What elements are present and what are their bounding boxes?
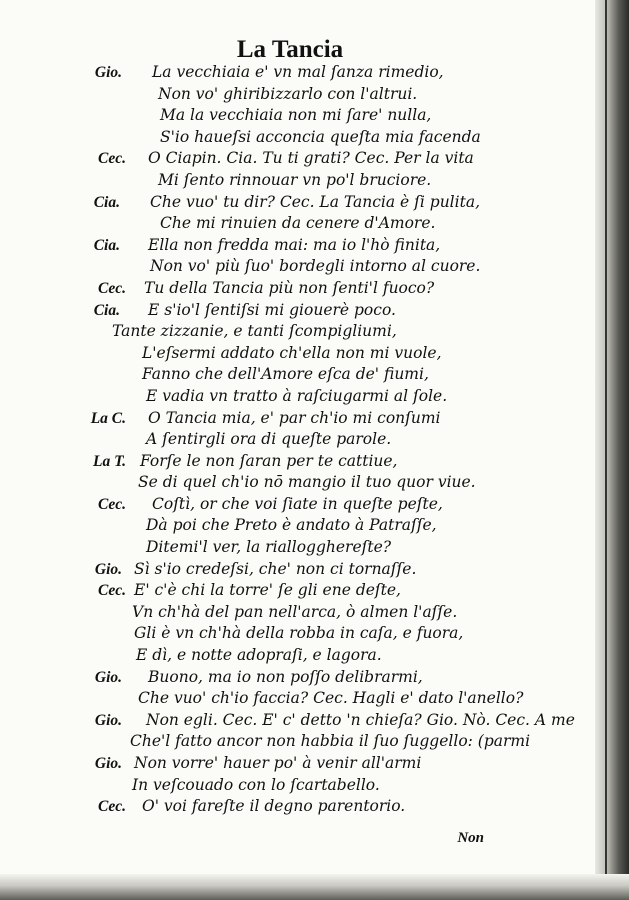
verse-text: Che mi rinuien da cenere d'Amore. (160, 214, 436, 233)
verse-text: Coſtì, or che voi ſiate in queſte peſte, (152, 494, 443, 513)
verse-line (0, 667, 600, 689)
verse-text: Fanno che dell'Amore eſca de' fiumi, (142, 365, 429, 384)
verse-line (0, 580, 600, 602)
verse-text: Tante zizzanie, e tanti ſcompigliumi, (112, 322, 397, 341)
verse-text: Se di quel ch'io nō mangio il tuo quor viue. (138, 473, 476, 492)
verse-text: S'io haueſsi acconcia queſta mia facenda (160, 127, 481, 146)
verse-text: Buono, ma io non poſſo delibrarmi, (148, 667, 423, 686)
verse-text: Non vo' più ſuo' bordegli intorno al cuore. (150, 257, 481, 276)
verse-line (0, 343, 600, 365)
speaker-label: Cia. (93, 301, 120, 319)
speaker-label: Cec. (98, 798, 126, 816)
verse-text: E vadia vn tratto à raſciugarmi al ſole. (146, 386, 448, 405)
speaker-label: Cia. (93, 236, 120, 254)
verse-line (0, 515, 600, 537)
verse-text: E' c'è chi la torre' ſe gli ene deſte, (134, 581, 401, 600)
verse-line (0, 472, 600, 494)
binding-shadow (595, 0, 629, 900)
verse-line (0, 278, 600, 300)
verse-line (0, 213, 600, 235)
verse-text: O Tancia mia, e' par ch'io mi conſumi (148, 408, 441, 427)
verse-line (0, 731, 600, 753)
verse-line (0, 753, 600, 775)
verse-text: Dà poi che Preto è andato à Patraſſe, (146, 516, 437, 535)
verse-text: Mi ſento rinnouar vn po'l bruciore. (158, 170, 432, 189)
verse-line (0, 408, 600, 430)
verse-text: Non vo' ghiribizzarlo con l'altrui. (158, 84, 418, 103)
speaker-label: Cia. (93, 193, 120, 211)
verse-line (0, 602, 600, 624)
verse-block (0, 62, 600, 818)
verse-line (0, 559, 600, 581)
verse-line (0, 364, 600, 386)
speaker-label: La C. (90, 409, 126, 427)
verse-line (0, 192, 600, 214)
verse-line (0, 148, 600, 170)
verse-text: Tu della Tancia più non ſenti'l fuoco? (144, 278, 435, 297)
verse-text: Che vuo' ch'io faccia? Cec. Hagli e' dato l'anello? (138, 689, 524, 708)
verse-line (0, 386, 600, 408)
verse-line (0, 451, 600, 473)
verse-text: Ma la vecchiaia non mi ſare' nulla, (160, 106, 432, 125)
verse-line (0, 796, 600, 818)
verse-text: Ditemi'l ver, la riallogghereſte? (146, 538, 392, 557)
verse-line (0, 537, 600, 559)
verse-text: La vecchiaia e' vn mal ſanza rimedio, (152, 63, 444, 81)
speaker-label: Cec. (98, 582, 126, 600)
speaker-label: Gio. (94, 560, 122, 578)
verse-text: Che vuo' tu dir? Cec. La Tancia è ſi pulita, (150, 192, 480, 211)
verse-text: In veſcouado con lo ſcartabello. (132, 775, 380, 794)
verse-text: L'eſsermi addato ch'ella non mi vuole, (142, 343, 442, 362)
verse-text: E dì, e notte adopraſi, e lagora. (136, 646, 382, 665)
speaker-label: Gio. (94, 755, 122, 772)
verse-text: Ella non fredda mai: ma io l'hò finita, (148, 235, 441, 254)
running-title: La Tancia (236, 36, 344, 63)
verse-line (0, 688, 600, 710)
verse-line (0, 235, 600, 257)
verse-text: E s'io'l ſentiſsi mi giouerè poco. (148, 300, 396, 319)
speaker-label: Gio. (94, 64, 122, 81)
verse-text: A ſentirgli ora di queſte parole. (146, 430, 392, 449)
verse-line (0, 300, 600, 322)
verse-line (0, 84, 600, 106)
speaker-label: Gio. (94, 711, 122, 729)
verse-line (0, 127, 600, 149)
verse-line (0, 494, 600, 516)
verse-line (0, 775, 600, 797)
speaker-label: La T. (92, 452, 126, 470)
verse-line (0, 645, 600, 667)
verse-line (0, 105, 600, 127)
page-edge-line (605, 0, 607, 900)
verse-text: Forſe le non ſaran per te cattiue, (140, 451, 398, 470)
catchword: Non (457, 830, 484, 846)
verse-line (0, 321, 600, 343)
verse-text: Che'l fatto ancor non habbia il ſuo ſuggello: (parmi (130, 732, 531, 751)
speaker-label: Cec. (98, 279, 126, 297)
speaker-label: Cec. (98, 495, 126, 513)
verse-text: Non egli. Cec. E' c' detto 'n chieſa? Gio. Nò. Cec. A me (146, 710, 575, 729)
verse-text: O Ciapin. Cia. Tu ti grati? Cec. Per la vita (148, 149, 474, 168)
verse-text: Non vorre' hauer po' à venir all'armi (134, 754, 422, 772)
verse-text: Vn ch'hà del pan nell'arca, ò almen l'aſſe. (132, 602, 458, 621)
speaker-label: Cec. (98, 150, 126, 168)
bottom-edge-shadow (0, 874, 629, 900)
verse-line (0, 710, 600, 732)
verse-text: O' voi fareſte il degno parentorio. (142, 797, 406, 816)
verse-line (0, 256, 600, 278)
verse-line (0, 62, 600, 84)
verse-line (0, 429, 600, 451)
speaker-label: Gio. (94, 668, 122, 686)
verse-text: Sì s'io credeſsi, che' non ci tornaſſe. (134, 559, 417, 578)
verse-line (0, 170, 600, 192)
verse-line (0, 623, 600, 645)
verse-text: Gli è vn ch'hà della robba in caſa, e fuora, (134, 624, 464, 643)
